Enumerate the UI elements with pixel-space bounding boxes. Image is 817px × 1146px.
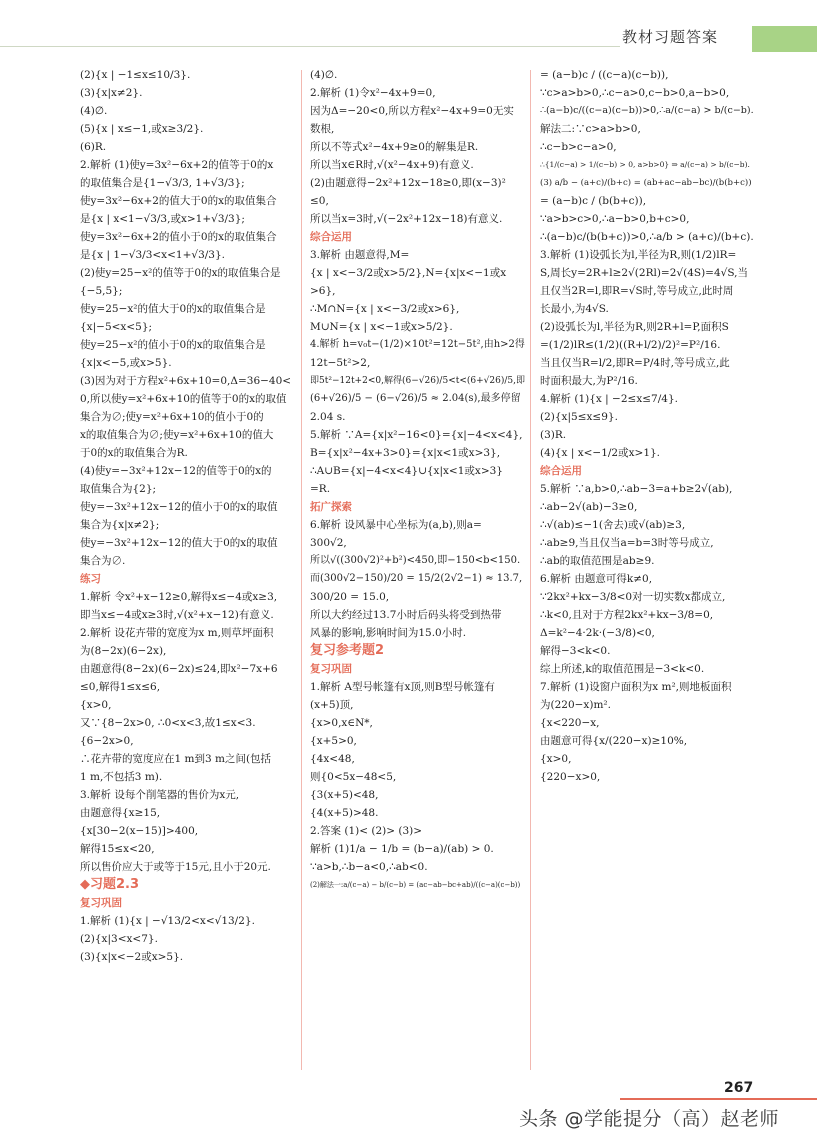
answer-line: 5.解析 ∵A={x|x²−16<0}={x|−4<x<4}, bbox=[310, 429, 523, 441]
answer-line: (3)因为对于方程x²+6x+10=0,Δ=36−40< bbox=[80, 375, 292, 387]
answer-line: (3){x|x≠2}. bbox=[80, 87, 143, 99]
answer-line: ∴ab的取值范围是ab≥9. bbox=[540, 555, 655, 567]
page-number: 267 bbox=[724, 1080, 754, 1096]
answer-line: 为(8−2x)(6−2x), bbox=[80, 645, 167, 657]
answer-line: (3) a/b − (a+c)/(b+c) = (ab+ac−ab−bc)/(b(b+c)) bbox=[540, 178, 752, 188]
answer-line: 解得−3<k<0. bbox=[540, 645, 611, 657]
answer-line: 是{x | x<1−√3/3,或x>1+√3/3}; bbox=[80, 213, 245, 225]
answer-line: ∴ab≥9,当且仅当a=b=3时等号成立, bbox=[540, 537, 714, 549]
answer-line: = (a−b)c / ((c−a)(c−b)), bbox=[540, 69, 669, 81]
answer-line: ≤0, bbox=[310, 195, 329, 207]
answer-line: x的取值集合为∅;使y=x²+6x+10的值大 bbox=[80, 429, 274, 441]
answer-line: 1.解析 令x²+x−12≥0,解得x≤−4或x≥3, bbox=[80, 591, 278, 603]
answer-line: 所以售价应大于或等于15元,且小于20元. bbox=[80, 861, 271, 873]
answer-line: 集合为∅;使y=x²+6x+10的值小于0的 bbox=[80, 411, 264, 423]
answer-line: 所以当x∈R时,√(x²−4x+9)有意义. bbox=[310, 159, 474, 171]
answer-line: 使y=−3x²+12x−12的值小于0的x的取值 bbox=[80, 501, 278, 513]
answer-line: (4)∅. bbox=[310, 69, 338, 81]
answer-line: 于0的x的取值集合为R. bbox=[80, 447, 188, 459]
answer-line: {4x<48, bbox=[310, 753, 355, 765]
answer-line: 练习 bbox=[80, 573, 101, 585]
answer-line: 所以不等式x²−4x+9≥0的解集是R. bbox=[310, 141, 479, 153]
answer-line: ∴√(ab)≤−1(舍去)或√(ab)≥3, bbox=[540, 519, 686, 531]
answer-line: 1 m,不包括3 m). bbox=[80, 771, 163, 783]
answer-line: 因为Δ=−20<0,所以方程x²−4x+9=0无实 bbox=[310, 105, 514, 117]
answer-line: 集合为{x|x≠2}; bbox=[80, 519, 160, 531]
answer-line: =R. bbox=[310, 483, 331, 495]
answer-line: {x>0, bbox=[80, 699, 112, 711]
answer-line: ∴k<0,且对于方程2kx²+kx−3/8=0, bbox=[540, 609, 714, 621]
answer-line: (3){x|x<−2或x>5}. bbox=[80, 951, 184, 963]
answer-line: 综合运用 bbox=[310, 231, 352, 243]
answer-line: ∴(a−b)c/((c−a)(c−b))>0,∴a/(c−a) > b/(c−b). bbox=[540, 105, 754, 116]
answer-line: (2){x|5≤x≤9}. bbox=[540, 411, 618, 423]
answer-line: ∴(a−b)c/(b(b+c))>0,∴a/b > (a+c)/(b+c). bbox=[540, 231, 754, 243]
answer-line: 2.解析 (1)令x²−4x+9=0, bbox=[310, 87, 436, 99]
answer-line: {x | x<−3/2或x>5/2},N={x|x<−1或x bbox=[310, 267, 507, 279]
answer-line: 2.04 s. bbox=[310, 411, 346, 423]
answer-line: (2)使y=25−x²的值等于0的x的取值集合是 bbox=[80, 267, 281, 279]
answer-line: 300√2, bbox=[310, 537, 347, 549]
answer-line: (4)使y=−3x²+12x−12的值等于0的x的 bbox=[80, 465, 272, 477]
answer-line: {x>0,x∈N*, bbox=[310, 717, 373, 729]
answer-line: 由题意可得{x/(220−x)≥10%, bbox=[540, 735, 688, 747]
answer-line: {x+5>0, bbox=[310, 735, 357, 747]
answer-line: 5.解析 ∵a,b>0,∴ab−3=a+b≥2√(ab), bbox=[540, 483, 733, 495]
answer-line: 集合为∅. bbox=[80, 555, 126, 567]
answer-line: {6−2x>0, bbox=[80, 735, 134, 747]
answer-line: {220−x>0, bbox=[540, 771, 601, 783]
answer-line: 使y=3x²−6x+2的值大于0的x的取值集合 bbox=[80, 195, 277, 207]
answer-line: ∴{1/(c−a) > 1/(c−b) > 0, a>b>0} ⇒ a/(c−a) > b/(c−b). bbox=[540, 160, 750, 169]
answer-line: 6.解析 由题意可得k≠0, bbox=[540, 573, 653, 585]
answer-line: 所以大约经过13.7小时后码头将受到热带 bbox=[310, 609, 502, 621]
answer-line: (6+√26)/5 − (6−√26)/5 ≈ 2.04(s),最多停留 bbox=[310, 393, 521, 404]
answer-line: {x|−5<x<5}; bbox=[80, 321, 153, 333]
answer-line: B={x|x²−4x+3>0}={x|x<1或x>3}, bbox=[310, 447, 501, 459]
watermark: 头条 @学能提分（高）赵老师 bbox=[519, 1108, 780, 1130]
answer-line: 的取值集合是{1−√3/3, 1+√3/3}; bbox=[80, 177, 245, 189]
answer-line: Δ=k²−4·2k·(−3/8)<0, bbox=[540, 627, 655, 639]
answer-line: =(1/2)lR≤(1/2)((R+l/2)/2)²=P²/16. bbox=[540, 339, 721, 351]
answer-line: (5){x | x≤−1,或x≥3/2}. bbox=[80, 123, 204, 135]
answer-line: ∵2kx²+kx−3/8<0对一切实数x都成立, bbox=[540, 591, 726, 603]
answer-line: 1.解析 (1){x | −√13/2<x<√13/2}. bbox=[80, 915, 255, 927]
answer-line: ∵a>b,∴b−a<0,∴ab<0. bbox=[310, 861, 428, 873]
answer-line: 风暴的影响,影响时间为15.0小时. bbox=[310, 627, 467, 639]
answer-line: (4){x | x<−1/2或x>1}. bbox=[540, 447, 661, 459]
answer-line: S,周长y=2R+l≥2√(2Rl)=2√(4S)=4√S,当 bbox=[540, 267, 748, 279]
answer-line: 且仅当2R=l,即R=√S时,等号成立,此时周 bbox=[540, 285, 734, 297]
answer-line: ∵c>a>b>0,∴c−a>0,c−b>0,a−b>0, bbox=[540, 87, 730, 99]
answer-line: 1.解析 A型号帐篷有x顶,则B型号帐篷有 bbox=[310, 681, 495, 693]
answer-line: ∴ab−2√(ab)−3≥0, bbox=[540, 501, 638, 513]
answer-line: ∴M∩N={x | x<−3/2或x>6}, bbox=[310, 303, 460, 315]
answer-line: 300/20 = 15.0, bbox=[310, 591, 390, 603]
column-middle bbox=[310, 66, 525, 894]
answer-line: 时面积最大,为P²/16. bbox=[540, 375, 638, 387]
section-title: 教材习题答案 bbox=[622, 28, 719, 46]
answer-line: 长最小,为4√S. bbox=[540, 303, 609, 315]
answer-line: 即当x≤−4或x≥3时,√(x²+x−12)有意义. bbox=[80, 609, 274, 621]
answer-line: 4.解析 h=v₀t−(1/2)×10t²=12t−5t²,由h>2得 bbox=[310, 339, 525, 350]
answer-line: 3.解析 设每个削笔器的售价为x元, bbox=[80, 789, 240, 801]
answer-line: {x|x<−5,或x>5}. bbox=[80, 357, 172, 369]
answer-line: {x>0, bbox=[540, 753, 572, 765]
answer-line: (2)解法一:a/(c−a) − b/(c−b) = (ac−ab−bc+ab)/((c−a)(c−b)) bbox=[310, 881, 521, 889]
answer-line: 使y=−3x²+12x−12的值大于0的x的取值 bbox=[80, 537, 278, 549]
answer-line: (x+5)顶, bbox=[310, 699, 354, 711]
column-divider bbox=[530, 70, 531, 1070]
answer-line: (2){x|3<x<7}. bbox=[80, 933, 158, 945]
answer-line: 4.解析 (1){x | −2≤x≤7/4}. bbox=[540, 393, 678, 405]
answer-line: 2.解析 (1)使y=3x²−6x+2的值等于0的x bbox=[80, 159, 274, 171]
answer-line: (2){x | −1≤x≤10/3}. bbox=[80, 69, 191, 81]
answer-line: {x<220−x, bbox=[540, 717, 600, 729]
answer-line: >6}, bbox=[310, 285, 336, 297]
page-number-rule bbox=[620, 1098, 817, 1100]
header-color-tab bbox=[752, 26, 817, 52]
answer-line: 使y=3x²−6x+2的值小于0的x的取值集合 bbox=[80, 231, 277, 243]
answer-line: {4(x+5)>48. bbox=[310, 807, 379, 819]
answer-line: 所以√((300√2)²+b²)<450,即−150<b<150. bbox=[310, 555, 521, 566]
answer-line: 而(300√2−150)/20 = 15/2(2√2−1) ≈ 13.7, bbox=[310, 573, 523, 584]
answer-line: 复习巩固 bbox=[80, 897, 122, 909]
answer-line: 3.解析 由题意得,M= bbox=[310, 249, 410, 261]
page-header bbox=[0, 0, 817, 52]
answer-line: 由题意得{x≥15, bbox=[80, 807, 161, 819]
answer-line: 取值集合为{2}; bbox=[80, 483, 157, 495]
answer-line: {3(x+5)<48, bbox=[310, 789, 379, 801]
answer-line: 2.答案 (1)< (2)> (3)> bbox=[310, 825, 423, 837]
answer-line: 7.解析 (1)设窗户面积为x m²,则地板面积 bbox=[540, 681, 732, 693]
answer-line: ∵a>b>c>0,∴a−b>0,b+c>0, bbox=[540, 213, 690, 225]
answer-line: 6.解析 设风暴中心坐标为(a,b),则a= bbox=[310, 519, 482, 531]
answer-line: (3)R. bbox=[540, 429, 567, 441]
answer-line: 综上所述,k的取值范围是−3<k<0. bbox=[540, 663, 705, 675]
answer-line: ≤0,解得1≤x≤6, bbox=[80, 681, 161, 693]
answer-line: 使y=25−x²的值大于0的x的取值集合是 bbox=[80, 303, 266, 315]
answer-line: {x[30−2(x−15)]>400, bbox=[80, 825, 199, 837]
answer-line: ◆习题2.3 bbox=[80, 877, 140, 892]
answer-line: 所以当x=3时,√(−2x²+12x−18)有意义. bbox=[310, 213, 503, 225]
column-divider bbox=[301, 70, 302, 1070]
answer-line: (2)由题意得−2x²+12x−18≥0,即(x−3)² bbox=[310, 177, 506, 189]
answer-line: 解法二:∵c>a>b>0, bbox=[540, 123, 641, 135]
answer-line: 使y=25−x²的值小于0的x的取值集合是 bbox=[80, 339, 266, 351]
answer-line: 综合运用 bbox=[540, 465, 582, 477]
answer-line: 复习巩固 bbox=[310, 663, 352, 675]
answer-line: M∪N={x | x<−1或x>5/2}. bbox=[310, 321, 453, 333]
answer-line: 复习参考题2 bbox=[310, 643, 385, 658]
header-rule bbox=[0, 46, 620, 47]
answer-line: ∴A∪B={x|−4<x<4}∪{x|x<1或x>3} bbox=[310, 465, 503, 477]
answer-line: {−5,5}; bbox=[80, 285, 123, 297]
answer-line: (2)设弧长为l,半径为R,则2R+l=P,面积S bbox=[540, 321, 729, 333]
column-left bbox=[80, 66, 292, 966]
answer-line: 由题意得(8−2x)(6−2x)≤24,即x²−7x+6 bbox=[80, 663, 278, 675]
answer-line: 2.解析 设花卉带的宽度为x m,则草坪面积 bbox=[80, 627, 274, 639]
answer-line: 拓广探索 bbox=[310, 501, 352, 513]
answer-line: 即5t²−12t+2<0,解得(6−√26)/5<t<(6+√26)/5,即 bbox=[310, 376, 525, 386]
answer-line: 数根, bbox=[310, 123, 335, 135]
answer-line: (4)∅. bbox=[80, 105, 108, 117]
answer-line: 0,所以使y=x²+6x+10的值等于0的x的取值 bbox=[80, 393, 287, 405]
answer-line: ∴花卉带的宽度应在1 m到3 m之间(包括 bbox=[80, 753, 272, 765]
answer-line: ∴c−b>c−a>0, bbox=[540, 141, 617, 153]
answer-line: (6)R. bbox=[80, 141, 107, 153]
answer-line: 3.解析 (1)设弧长为l,半径为R,则(1/2)lR= bbox=[540, 249, 737, 261]
answer-line: 解析 (1)1/a − 1/b = (b−a)/(ab) > 0. bbox=[310, 843, 494, 855]
answer-line: 则{0<5x−48<5, bbox=[310, 771, 397, 783]
answer-line: 又∵{8−2x>0, ∴0<x<3,故1≤x<3. bbox=[80, 717, 256, 729]
column-right bbox=[540, 66, 760, 786]
answer-line: 解得15≤x<20, bbox=[80, 843, 155, 855]
answer-line: = (a−b)c / (b(b+c)), bbox=[540, 195, 647, 207]
answer-line: 是{x | 1−√3/3<x<1+√3/3}. bbox=[80, 249, 225, 261]
answer-line: 当且仅当R=l/2,即R=P/4时,等号成立,此 bbox=[540, 357, 730, 369]
answer-line: 12t−5t²>2, bbox=[310, 357, 371, 369]
answer-line: 为(220−x)m². bbox=[540, 699, 611, 711]
